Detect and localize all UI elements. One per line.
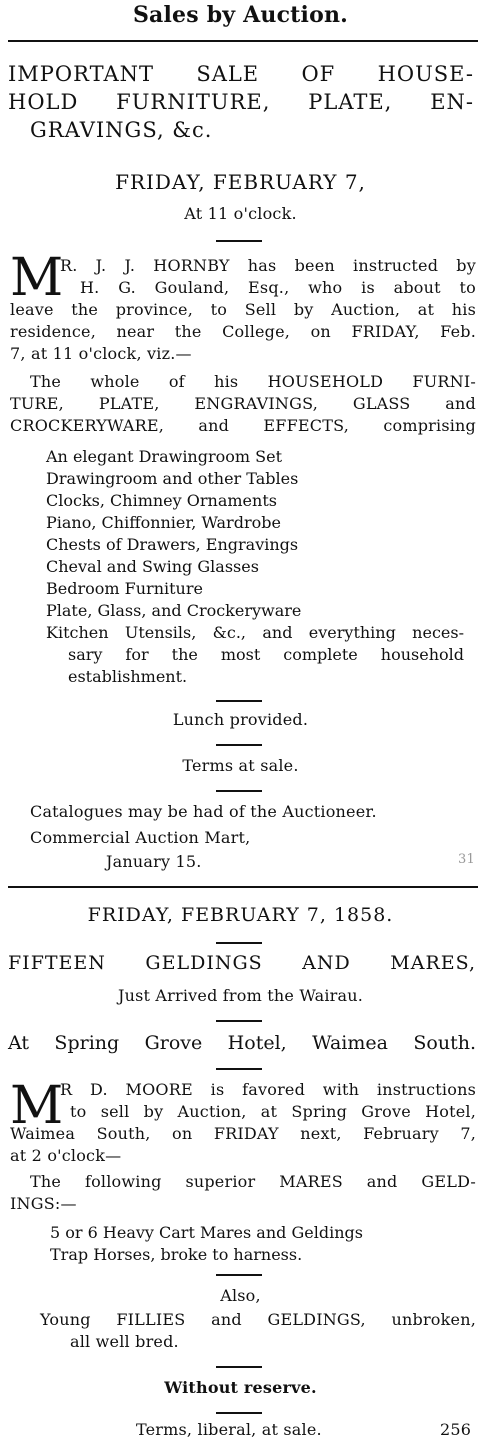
ad-separator-rule [8, 886, 478, 888]
divider [216, 1274, 262, 1276]
ad1-items-list [46, 446, 464, 688]
ad1-intro-line: leave the province, to Sell by Auction, at his [10, 300, 476, 319]
list-item: Chests of Drawers, Engravings [46, 535, 299, 554]
ad1-title-line: GRAVINGS, &c. [30, 118, 213, 142]
ad1-intro-line: R. J. J. HORNBY has been instructed by [60, 256, 476, 275]
ad2-date: FRIDAY, FEBRUARY 7, 1858. [87, 904, 394, 926]
list-item: An elegant Drawingroom Set [46, 447, 283, 466]
ad1-title-line: HOLD FURNITURE, PLATE, EN- [8, 90, 474, 114]
ad1-title-line: IMPORTANT SALE OF HOUSE- [8, 62, 474, 86]
ad1-place: Commercial Auction Mart, [30, 828, 251, 847]
divider [216, 1068, 262, 1070]
ad1-title [8, 60, 474, 144]
section-header: Sales by Auction. [132, 2, 349, 28]
divider [216, 700, 262, 702]
ad2-intro-line: at 2 o'clock— [10, 1146, 122, 1165]
ad2-items-list [50, 1222, 363, 1266]
ad1-whole-line: The whole of his HOUSEHOLD FURNI- [30, 372, 476, 391]
ad2-subtitle: Just Arrived from the Wairau. [117, 986, 364, 1005]
ad2-intro-line: Waimea South, on FRIDAY next, February 7, [10, 1124, 476, 1143]
list-item: establishment. [68, 667, 188, 686]
ad2-location: At Spring Grove Hotel, Waimea South. [8, 1032, 476, 1054]
list-item: Bedroom Furniture [46, 579, 203, 598]
ad2-reserve: Without reserve. [164, 1378, 317, 1397]
ad1-intro-line: 7, at 11 o'clock, viz.— [10, 344, 192, 363]
list-item: Plate, Glass, and Crockeryware [46, 601, 302, 620]
ad1-date: FRIDAY, FEBRUARY 7, [115, 170, 366, 194]
ad1-reference-number: 31 [458, 852, 475, 867]
list-item: Trap Horses, broke to harness. [50, 1245, 303, 1264]
ad1-catalogues: Catalogues may be had of the Auctioneer. [30, 802, 377, 821]
ad1-whole-line: TURE, PLATE, ENGRAVINGS, GLASS and [10, 394, 476, 413]
ad1-place-date: January 15. [106, 852, 202, 871]
divider [216, 790, 262, 792]
ad2-terms: Terms, liberal, at sale. [136, 1420, 322, 1439]
ad1-terms: Terms at sale. [182, 756, 299, 775]
ad2-reference-number: 256 [440, 1420, 472, 1439]
header-rule [8, 40, 478, 42]
list-item: Cheval and Swing Glasses [46, 557, 259, 576]
ad2-fillies-line: Young FILLIES and GELDINGS, unbroken, [40, 1310, 476, 1329]
list-item: Piano, Chiffonnier, Wardrobe [46, 513, 281, 532]
divider [216, 744, 262, 746]
ad2-also: Also, [220, 1286, 261, 1305]
ad2-intro-line: R D. MOORE is favored with instructions [60, 1080, 476, 1099]
divider [216, 1412, 262, 1414]
ad2-fillies-line: all well bred. [70, 1332, 179, 1351]
ad2-following-line: INGS:— [10, 1194, 77, 1213]
divider [216, 942, 262, 944]
ad1-time: At 11 o'clock. [184, 204, 297, 223]
ad1-dropcap: M [10, 248, 64, 308]
divider [216, 240, 262, 242]
list-item: Drawingroom and other Tables [46, 469, 299, 488]
divider [216, 1366, 262, 1368]
ad2-title: FIFTEEN GELDINGS AND MARES, [8, 952, 476, 974]
ad2-following-line: The following superior MARES and GELD- [30, 1172, 476, 1191]
list-item: Kitchen Utensils, &c., and everything neces- [46, 623, 464, 642]
ad2-intro-line: to sell by Auction, at Spring Grove Hotel, [70, 1102, 476, 1121]
ad2-dropcap: M [10, 1076, 64, 1136]
ad1-lunch: Lunch provided. [172, 710, 309, 729]
list-item: sary for the most complete household [68, 645, 464, 664]
ad1-intro-line: H. G. Gouland, Esq., who is about to [80, 278, 476, 297]
divider [216, 1020, 262, 1022]
list-item: 5 or 6 Heavy Cart Mares and Geldings [50, 1223, 363, 1242]
ad1-whole-line: CROCKERYWARE, and EFFECTS, comprising [10, 416, 476, 435]
ad1-intro-line: residence, near the College, on FRIDAY, Feb. [10, 322, 476, 341]
list-item: Clocks, Chimney Ornaments [46, 491, 277, 510]
